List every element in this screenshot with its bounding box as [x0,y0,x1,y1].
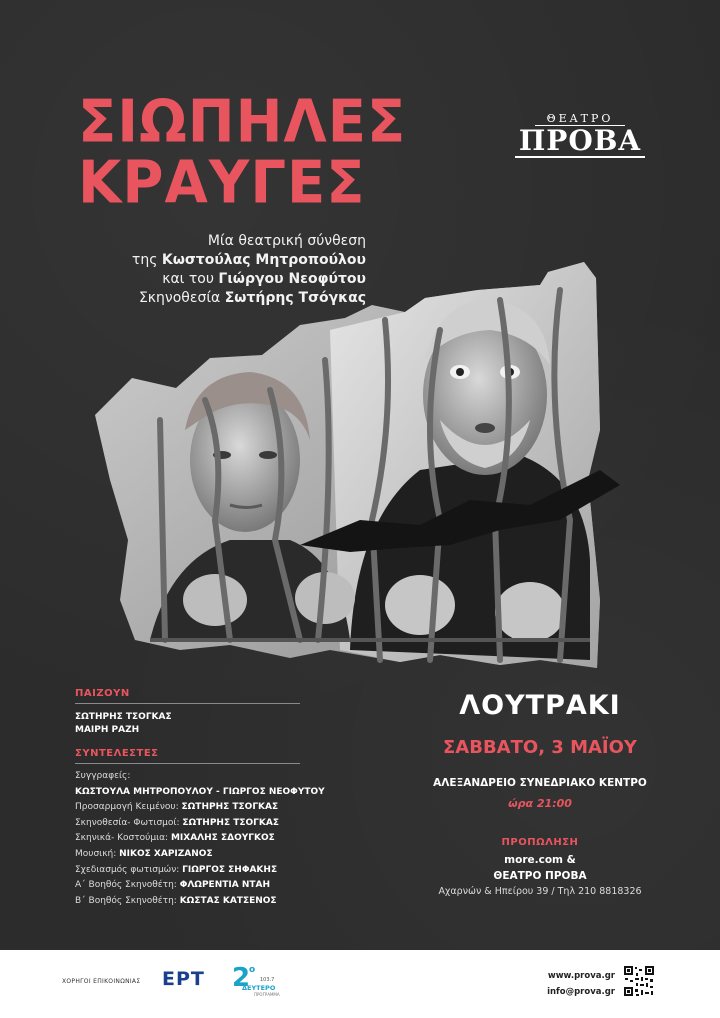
credit-value: ΝΙΚΟΣ ΧΑΡΙΖΑΝΟΣ [119,848,213,859]
credit-row [75,800,325,816]
credit-row [75,894,325,910]
credit-row [75,863,325,879]
radio-logo-name: ΔΕΥΤΕΡΟ [242,984,276,992]
cast-divider [75,703,300,704]
credit-label: Β΄ Βοηθός Σκηνοθέτη: [75,895,180,906]
email-link[interactable]: info@prova.gr [547,987,615,997]
credit-label: Σκηνικά- Κοστούμια: [75,833,171,844]
director-name: Σωτήρης Τσόγκας [224,290,366,306]
credit-label: Σχεδιασμός φωτισμών: [75,864,183,875]
radio-logo-degree: ο [249,965,256,975]
credit-row [75,816,325,832]
presale-online [400,854,680,866]
show-title-line1: ΣΙΩΠΗΛΕΣ [78,87,407,157]
credit-value: ΚΩΣΤΑΣ ΚΑΤΣΕΝΟΣ [179,895,277,906]
subtitle-line2-prefix: της [131,252,162,268]
subtitle-line4-prefix: Σκηνοθεσία [138,290,225,306]
event-venue: ΑΛΕΞΑΝΔΡΕΙΟ ΣΥΝΕΔΡΙΑΚΟ ΚΕΝΤΡΟ [433,777,647,789]
subtitle-line3-prefix: και του [162,271,219,287]
credit-value: ΦΛΩΡΕΝΤΙΑ ΝΤΑΗ [179,880,270,891]
cast-actor: ΜΑΙΡΗ ΡΑΖΗ [75,725,140,735]
credits-divider [75,763,300,764]
event-date: ΣΑΒΒΑΤΟ, 3 ΜΑΪΟΥ [443,737,637,758]
logo-big-text: ΠΡΟΒΑ [515,126,645,158]
ert-logo: ΕΡΤ [162,968,205,990]
credit-label: Προσαρμογή Κειμένου: [75,802,182,813]
credits-list [75,769,325,909]
cast-list [75,711,172,737]
sponsors-label: ΧΟΡΗΓΟΙ ΕΠΙΚΟΙΝΩΝΙΑΣ [62,978,141,985]
credit-value: ΓΙΩΡΓΟΣ ΣΗΦΑΚΗΣ [182,864,278,875]
website-link[interactable]: www.prova.gr [547,971,615,981]
presale-site-link[interactable]: more.com [504,854,563,866]
credit-writers-label: Συγγραφείς: [75,771,131,781]
logo-small-text: ΘΕΑΤΡΟ [535,112,625,126]
credit-label: Μουσική: [75,848,120,859]
show-title-line2: ΚΡΑΥΓΕΣ [78,148,366,218]
presale-amp: & [563,854,576,866]
qr-code-icon[interactable] [623,965,655,997]
cast-actor: ΣΩΤΗΡΗΣ ΤΣΟΓΚΑΣ [75,712,172,722]
presale-address: Αχαρνών & Ηπείρου 39 / Τηλ 210 8818326 [438,886,642,897]
event-time: ώρα 21:00 [508,797,572,810]
author1-name: Κωστούλας Μητροπούλου [161,252,366,268]
radio-logo-number: 2 [232,963,251,993]
credits-heading: ΣΥΝΤΕΛΕΣΤΕΣ [75,748,159,759]
radio-logo-subname: ΠΡΟΓΡΑΜΜΑ [254,992,280,997]
presale-heading: ΠΡΟΠΩΛΗΣΗ [501,837,579,848]
credit-writers-value [75,785,325,801]
credit-value: ΜΙΧΑΛΗΣ ΣΔΟΥΓΚΟΣ [170,833,275,844]
credit-value: ΣΩΤΗΡΗΣ ΤΣΟΓΚΑΣ [182,817,279,828]
cast-heading: ΠΑΙΖΟΥΝ [75,688,130,699]
credit-row [75,831,325,847]
author2-name: Γιώργου Νεοφύτου [218,271,366,287]
credit-label: Α΄ Βοηθός Σκηνοθέτη: [75,880,180,891]
event-city: ΛΟΥΤΡΑΚΙ [459,690,621,721]
credit-value: ΣΩΤΗΡΗΣ ΤΣΟΓΚΑΣ [181,802,279,813]
presale-theatre: ΘΕΑΤΡΟ ΠΡΟΒΑ [493,870,587,882]
credit-value: ΚΩΣΤΟΥΛΑ ΜΗΤΡΟΠΟΥΛΟΥ - ΓΙΩΡΓΟΣ ΝΕΟΦΥΤΟΥ [75,786,325,797]
radio-logo [232,963,282,997]
radio-logo-frequency: 103.7 [260,977,275,983]
credit-row [75,878,325,894]
credit-row [75,847,325,863]
contact-info [540,968,615,1000]
subtitle-line1: Μία θεατρική σύνθεση [207,233,366,249]
credit-label: Σκηνοθεσία- Φωτισμοί: [75,817,183,828]
